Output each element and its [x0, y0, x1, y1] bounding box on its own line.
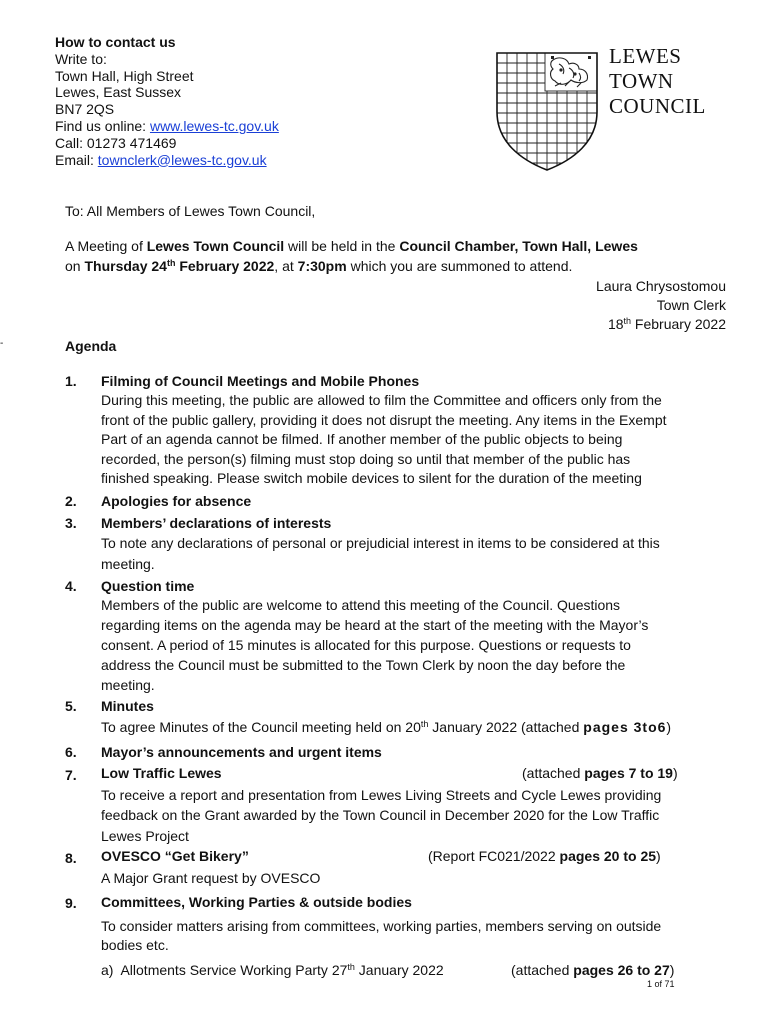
item-title-ovesco: OVESCO “Get Bikery”: [101, 848, 249, 864]
item-title-minutes: Minutes: [101, 698, 154, 714]
item-reference: [428, 848, 661, 864]
ref-pages: pages 20 to 25: [559, 848, 657, 864]
salutation: To: All Members of Lewes Town Council,: [65, 203, 316, 219]
item-text-line: A Major Grant request by OVESCO: [101, 870, 321, 886]
page-number: 1 of 71: [647, 979, 675, 989]
logo-line-1: LEWES: [609, 44, 682, 68]
item-reference: [522, 765, 678, 781]
item-number: 7.: [65, 767, 77, 783]
item-text-line: meeting.: [101, 677, 155, 693]
item-text-line: To consider matters arising from committees, working parties, members serving on outside: [101, 918, 662, 934]
contact-heading: How to contact us: [55, 34, 176, 50]
email-row: [55, 152, 279, 169]
item-title-mayor: Mayor’s announcements and urgent items: [101, 744, 382, 760]
website-link[interactable]: www.lewes-tc.gov.uk: [149, 117, 279, 134]
item-title-apologies: Apologies for absence: [101, 493, 252, 509]
email-link[interactable]: townclerk@lewes-tc.gov.uk: [97, 151, 267, 168]
meeting-notice-line-2: [65, 258, 572, 274]
item-text-line: To note any declarations of personal or prejudicial interest in items to be considered at this: [101, 535, 660, 551]
item-number: 2.: [65, 493, 77, 509]
meeting-notice-line-1: [65, 238, 638, 254]
sub-item-date: January 2022: [354, 962, 444, 978]
signatory-role: Town Clerk: [656, 297, 726, 313]
meeting-on: on: [65, 258, 85, 274]
meeting-date-sup: th: [166, 258, 176, 268]
council-name-logo: [609, 44, 706, 119]
logo-line-2: TOWN: [609, 69, 674, 93]
email-label: Email:: [55, 151, 98, 168]
item-text-line: [101, 719, 671, 735]
item-text-line: During this meeting, the public are allowed to film the Committee and officers only from the: [101, 392, 662, 408]
item-text-line: consent. A period of 15 minutes is allocated for this purpose. Questions or requests to: [101, 637, 631, 653]
signatory-name: Laura Chrysostomou: [596, 278, 726, 294]
lewes-crest-icon: [495, 50, 599, 172]
meeting-time: 7:30pm: [297, 258, 347, 274]
address-line-1: Town Hall, High Street: [55, 67, 194, 84]
item-text-line: front of the public gallery, providing it does not disrupt the meeting. Any items in the Exempt: [101, 412, 667, 428]
item-title-declarations: Members’ declarations of interests: [101, 515, 332, 531]
minutes-sup: th: [420, 719, 429, 729]
ref-text: (attached: [522, 765, 585, 781]
item-number: 8.: [65, 850, 77, 866]
ref-text: (Report FC021/2022: [428, 848, 560, 864]
item-text-line: Lewes Project: [101, 828, 189, 844]
item-text-line: address the Council must be submitted to the Town Clerk by noon the day before the: [101, 657, 626, 673]
ref-pages: pages 7 to 19: [584, 765, 673, 781]
meeting-date-rest: February 2022: [175, 258, 275, 274]
sig-day: 18: [607, 316, 624, 332]
margin-mark: -: [0, 338, 4, 349]
meeting-body: Lewes Town Council: [146, 238, 285, 254]
item-reference: [511, 962, 674, 978]
address-line-2: Lewes, East Sussex: [55, 84, 182, 101]
ref-end: ): [656, 848, 661, 864]
item-text-line: bodies etc.: [101, 937, 169, 953]
item-number: 6.: [65, 744, 77, 760]
item-number: 4.: [65, 578, 77, 594]
meeting-venue: Council Chamber, Town Hall, Lewes: [399, 238, 638, 254]
online-label: Find us online:: [55, 117, 150, 134]
item-text-line: Part of an agenda cannot be filmed. If another member of the public objects to being: [101, 431, 623, 447]
item-text-line: Members of the public are welcome to attend this meeting of the Council. Questions: [101, 597, 621, 613]
item-number: 5.: [65, 698, 77, 714]
write-to-label: Write to:: [55, 50, 107, 67]
meeting-date: [84, 258, 274, 274]
ref-text: (attached: [511, 962, 574, 978]
meeting-summoned: which you are summoned to attend.: [346, 258, 573, 274]
agenda-heading: Agenda: [65, 338, 117, 354]
item-number: 1.: [65, 373, 77, 389]
meeting-text-a: A Meeting of: [65, 238, 147, 254]
item-title-committees: Committees, Working Parties & outside bodies: [101, 894, 412, 910]
ref-end: ): [672, 765, 678, 781]
website-row: [55, 118, 279, 135]
contact-block: [55, 34, 279, 168]
item-text-line: finished speaking. Please switch mobile devices to silent for the duration of the meeting: [101, 470, 642, 486]
sub-item-sup: th: [347, 962, 355, 972]
item-title-question-time: Question time: [101, 578, 195, 594]
signature-date: [608, 316, 726, 332]
meeting-text-c: will be held in the: [284, 238, 400, 254]
item-text-line: feedback on the Grant awarded by the Town Council in December 2020 for the Low Traffic: [101, 807, 660, 823]
item-text-line: To receive a report and presentation from Lewes Living Streets and Cycle Lewes providing: [101, 787, 662, 803]
sig-rest: February 2022: [631, 316, 726, 332]
logo-line-3: COUNCIL: [609, 94, 706, 118]
item-title-low-traffic: Low Traffic Lewes: [101, 765, 222, 781]
item-text-line: recorded, the person(s) filming must stop doing so until that member of the public has: [101, 451, 631, 467]
ref-pages: pages 26 to 27: [573, 962, 670, 978]
minutes-end: ): [666, 719, 672, 735]
ref-end: ): [669, 962, 675, 978]
minutes-text-a: To agree Minutes of the Council meeting held on 20: [101, 719, 421, 735]
sig-sup: th: [623, 316, 632, 326]
minutes-text-b: January 2022 (attached: [428, 719, 584, 735]
meeting-at: , at: [274, 258, 298, 274]
phone: Call: 01273 471469: [55, 134, 177, 151]
item-number: 9.: [65, 895, 77, 911]
meeting-date-day: Thursday 24: [84, 258, 167, 274]
item-text-line: meeting.: [101, 556, 155, 572]
item-title-filming: Filming of Council Meetings and Mobile Phones: [101, 373, 420, 389]
item-text-line: regarding items on the agenda may be heard at the start of the meeting with the Mayor’s: [101, 617, 649, 633]
item-number: 3.: [65, 515, 77, 531]
sub-item-allotments: [101, 962, 444, 978]
sub-item-text: a) Allotments Service Working Party 27: [101, 962, 348, 978]
postcode: BN7 2QS: [55, 101, 115, 118]
minutes-pages: pages 3to6: [583, 719, 667, 735]
